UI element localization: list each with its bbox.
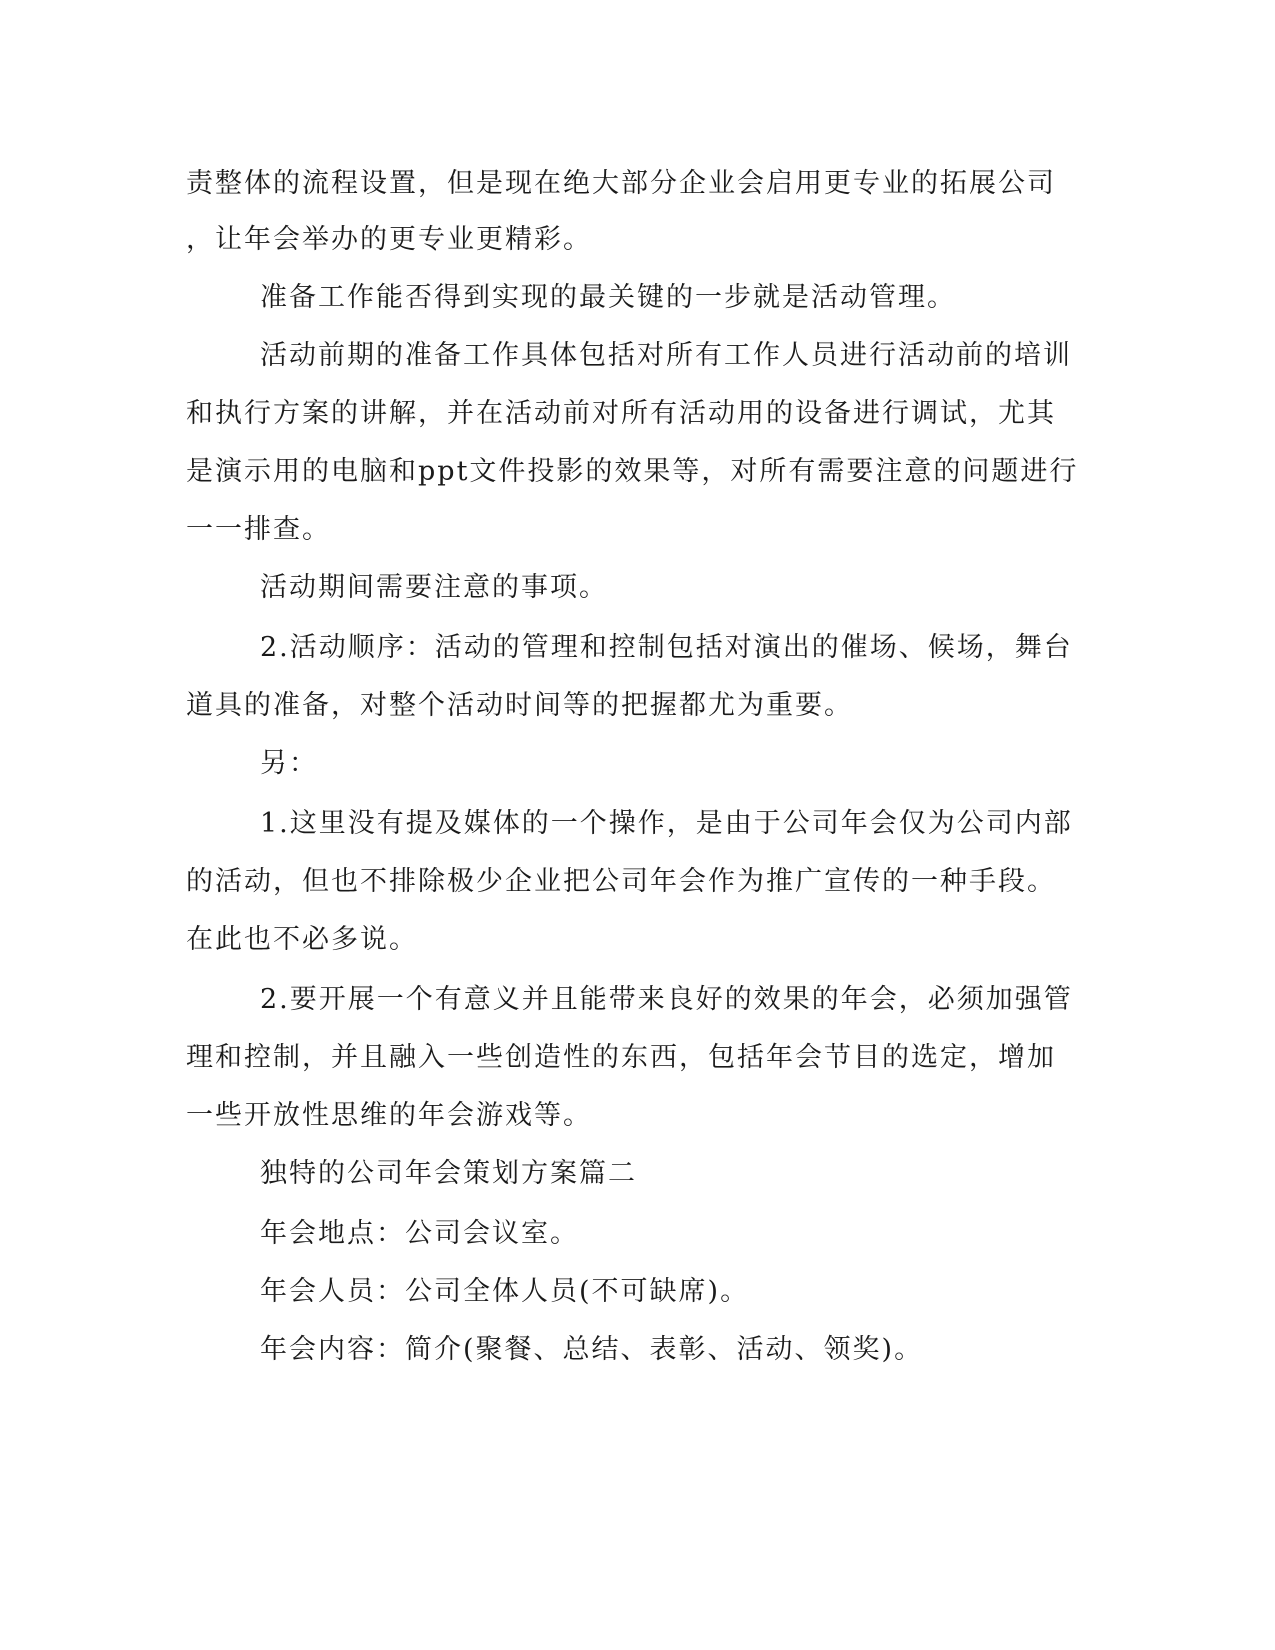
- text-line: 活动前期的准备工作具体包括对所有工作人员进行活动前的培训: [260, 340, 1072, 371]
- text-line: 责整体的流程设置，但是现在绝大部分企业会启用更专业的拓展公司: [186, 168, 1056, 199]
- text-line: 一一排查。: [186, 514, 331, 545]
- text-line: 一些开放性思维的年会游戏等。: [186, 1100, 592, 1131]
- text-line: 理和控制，并且融入一些创造性的东西，包括年会节目的选定，增加: [186, 1042, 1056, 1073]
- text-line: 准备工作能否得到实现的最关键的一步就是活动管理。: [260, 282, 956, 313]
- text-line: 2.要开展一个有意义并且能带来良好的效果的年会，必须加强管: [260, 984, 1073, 1015]
- text-line: 年会人员：公司全体人员(不可缺席)。: [260, 1276, 750, 1307]
- text-line: 1.这里没有提及媒体的一个操作，是由于公司年会仅为公司内部: [260, 808, 1073, 839]
- text-line: 和执行方案的讲解，并在活动前对所有活动用的设备进行调试，尤其: [186, 398, 1056, 429]
- section-heading: 独特的公司年会策划方案篇二: [260, 1158, 637, 1189]
- text-line: 年会内容：简介(聚餐、总结、表彰、活动、领奖)。: [260, 1334, 924, 1365]
- text-line: ，让年会举办的更专业更精彩。: [186, 224, 592, 255]
- text-line: 道具的准备，对整个活动时间等的把握都尤为重要。: [186, 690, 853, 721]
- text-line: 是演示用的电脑和ppt文件投影的效果等，对所有需要注意的问题进行: [186, 456, 1079, 487]
- text-line: 2.活动顺序：活动的管理和控制包括对演出的催场、候场，舞台: [260, 632, 1073, 663]
- text-line: 的活动，但也不排除极少企业把公司年会作为推广宣传的一种手段。: [186, 866, 1056, 897]
- text-line: 另：: [260, 748, 318, 779]
- text-line: 在此也不必多说。: [186, 924, 418, 955]
- text-line: 年会地点：公司会议室。: [260, 1218, 579, 1249]
- text-line: 活动期间需要注意的事项。: [260, 572, 608, 603]
